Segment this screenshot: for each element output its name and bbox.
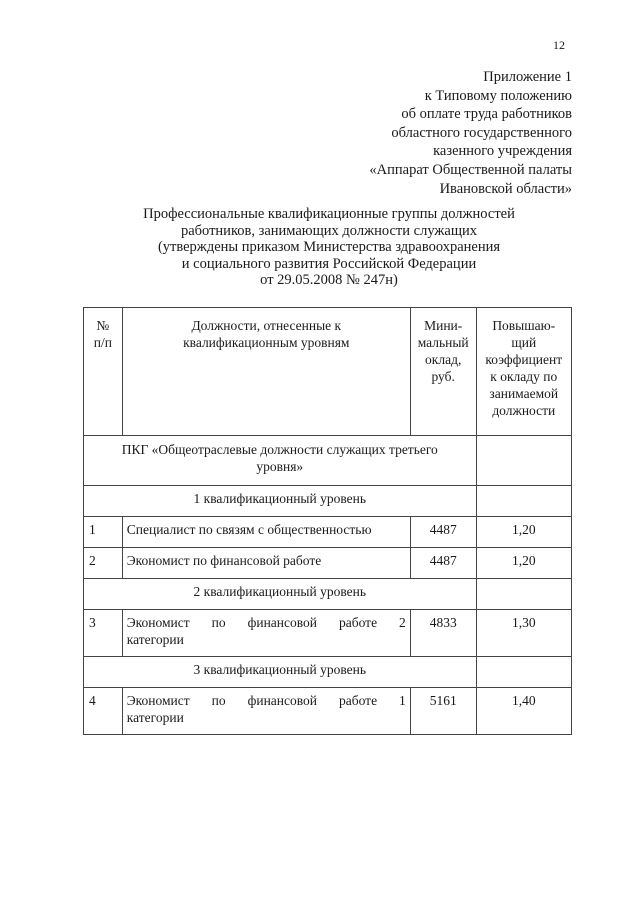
title-line: от 29.05.2008 № 247н) [260,272,398,289]
title-line: работников, занимающих должности служащих [180,222,478,239]
title-line: и социального развития Российской Федерации [181,255,477,272]
appendix-line: об оплате труда работников [401,106,572,123]
page-number: 12 [553,38,565,52]
level-row [84,486,572,517]
position-line: Экономист по финансовой работе 2 [126,615,406,630]
row-salary: 5161 [410,688,476,735]
row-position: Экономист по финансовой работе 2 категории [122,610,410,657]
row-salary: 4487 [410,517,476,548]
appendix-line: к Типовому положению [424,87,572,104]
appendix-line: областного государственного [391,124,572,141]
level-label: 3 квалификационный уровень [84,657,477,688]
appendix-line: казенного учреждения [433,143,572,160]
title-line: Профессиональные квалификационные группы должностей [143,206,515,222]
empty-cell [476,436,571,486]
position-line: Экономист по финансовой работе 1 [126,693,406,708]
row-coefficient: 1,30 [476,610,571,657]
row-position: Экономист по финансовой работе [122,548,410,579]
empty-cell [476,486,571,517]
row-coefficient: 1,20 [476,548,571,579]
level-row [84,579,572,610]
document-title [0,206,640,289]
row-position: Экономист по финансовой работе 1 категории [122,688,410,735]
level-label: 2 квалификационный уровень [84,579,477,610]
row-num: 2 [84,548,123,579]
appendix-line: Приложение 1 [483,69,572,85]
level-row [84,657,572,688]
empty-cell [476,579,571,610]
qualification-groups-table [83,307,572,735]
row-num: 3 [84,610,123,657]
header-num: № п/п [84,308,123,436]
title-line: (утверждены приказом Министерства здравоохранения [157,239,501,256]
row-position: Специалист по связям с общественностью [122,517,410,548]
row-num: 1 [84,517,123,548]
empty-cell [476,657,571,688]
row-coefficient: 1,40 [476,688,571,735]
row-num: 4 [84,688,123,735]
header-coefficient: Повышаю- щий коэффициент к окладу по занимаемой должности [476,308,571,436]
table-row [84,517,572,548]
table-row [84,610,572,657]
group-title: ПКГ «Общеотраслевые должности служащих третьего уровня» [84,436,477,486]
appendix-line: Ивановской области» [439,180,572,197]
table-header-row [84,308,572,436]
row-coefficient: 1,20 [476,517,571,548]
row-salary: 4487 [410,548,476,579]
table-row [84,548,572,579]
appendix-line: «Аппарат Общественной палаты [369,161,572,178]
row-salary: 4833 [410,610,476,657]
table-row [84,688,572,735]
header-salary: Мини- мальный оклад, руб. [410,308,476,436]
level-label: 1 квалификационный уровень [84,486,477,517]
appendix-block [252,68,572,198]
header-position: Должности, отнесенные к квалификационным уровням [122,308,410,436]
group-row [84,436,572,486]
